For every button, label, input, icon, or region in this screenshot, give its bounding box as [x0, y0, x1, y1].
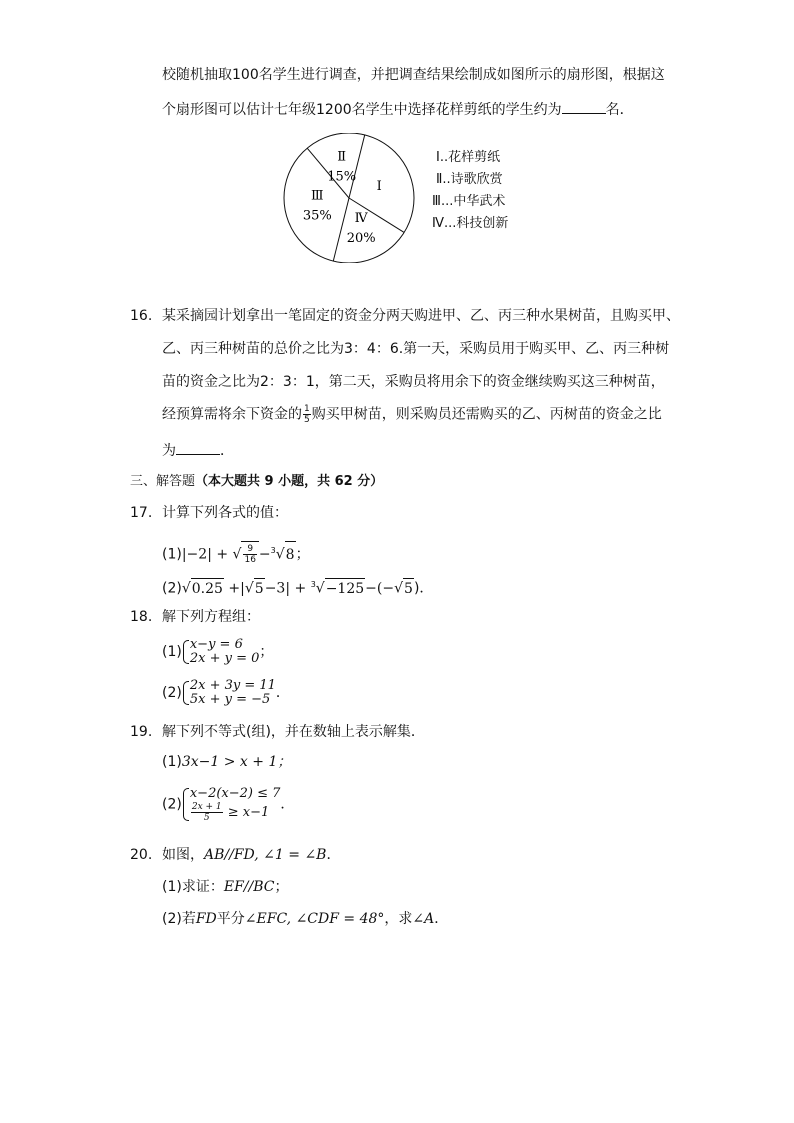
sqrt-sign: √ — [244, 580, 254, 597]
part-label: (1) — [162, 546, 182, 563]
equation: x−y = 6 — [189, 637, 243, 652]
math-text: ∠EFC, ∠CDF = 48° — [244, 911, 385, 927]
part-end: ． — [275, 685, 290, 701]
sqrt-body: 5 — [403, 578, 414, 599]
fraction-numerator: 1 — [304, 404, 310, 414]
fraction-numerator: 2x + 1 — [191, 802, 222, 812]
pie-slice-label: Ⅲ — [311, 188, 324, 204]
inequality: 3x−1 > x + 1； — [181, 754, 292, 770]
inequality — [190, 802, 281, 823]
pie-slice-label: Ⅱ — [337, 149, 347, 165]
pie-slice-boundary — [333, 198, 349, 261]
sqrt-sign: √ — [181, 580, 191, 597]
q15-text-end: 名． — [605, 102, 634, 118]
fraction — [243, 544, 256, 565]
math-text: −(− — [365, 580, 395, 597]
section-note: （本大题共 9 小题，共 62 分） — [195, 474, 384, 489]
section-title: 三、解答题 — [130, 474, 196, 489]
answer-blank — [176, 440, 220, 455]
q16-number: 16. — [130, 308, 153, 324]
equation: 2x + 3y = 11 — [189, 678, 276, 693]
part-end: ． — [280, 796, 295, 813]
legend-item-1: Ⅰ..花样剪纸 — [436, 150, 501, 165]
q16-line-4 — [162, 404, 662, 425]
math-text: FD — [195, 911, 217, 927]
equation: 5x + y = −5 — [189, 692, 271, 707]
q17-part-2 — [162, 575, 433, 599]
fraction-denominator: 5 — [203, 813, 210, 823]
q16-text: 经预算需将余下资金的 — [162, 406, 302, 423]
q15-line-1: 校随机抽取100名学生进行调查，并把调查结果绘制成如图所示的扇形图，根据这 — [162, 67, 665, 83]
pie-chart — [0, 133, 794, 263]
equation-system — [182, 679, 276, 707]
root-index: 3 — [270, 546, 276, 555]
part-label: (1) — [162, 644, 182, 660]
sqrt-sign: √ — [232, 546, 242, 563]
pie-slice-value: 15% — [327, 169, 357, 185]
sqrt-body: 8 — [285, 541, 296, 568]
q20-part-1 — [162, 877, 288, 897]
sqrt-sign: √ — [394, 580, 404, 597]
inequality: x−2(x−2) ≤ 7 — [189, 786, 281, 801]
math-text: − — [258, 546, 271, 563]
q20-number: 20. — [130, 847, 153, 863]
sqrt-sign: √ — [275, 546, 285, 563]
sqrt-body — [241, 541, 258, 568]
q17-stem: 计算下列各式的值： — [162, 505, 288, 521]
math-text: |−2| + — [181, 546, 233, 563]
pie-slice-value: 20% — [346, 231, 376, 247]
legend-item-2: Ⅱ..诗歌欣赏 — [436, 172, 503, 187]
pie-slice-boundary — [349, 135, 365, 198]
q16-line-2: 乙、丙三种树苗的总价之比为3：4：6.第一天，采购员用于购买甲、乙、丙三种树 — [162, 341, 670, 357]
q16-line-1: 某采摘园计划拿出一笔固定的资金分两天购进甲、乙、丙三种水果树苗，且购买甲、 — [162, 308, 680, 324]
part-end: )． — [413, 580, 434, 597]
q15-text: 个扇形图可以估计七年级1200名学生中选择花样剪纸的学生约为 — [162, 102, 562, 118]
q16-text: 为 — [162, 443, 176, 459]
sqrt-body: −125 — [325, 578, 365, 599]
q19-number: 19. — [130, 724, 153, 740]
sqrt-body: 0.25 — [191, 578, 224, 599]
fraction — [303, 404, 311, 425]
legend-item-3: Ⅲ...中华武术 — [432, 194, 506, 209]
part-end: ． — [434, 911, 449, 927]
q18-number: 18. — [130, 609, 153, 625]
equation: 2x + y = 0 — [189, 651, 260, 666]
q16-text-end: ． — [220, 443, 234, 459]
q20-text-end: ． — [326, 847, 341, 863]
q18-part-2 — [162, 677, 290, 709]
math-text: −3| + — [264, 580, 311, 597]
q20-text: 如图， — [162, 847, 204, 863]
math-text: +| — [223, 580, 245, 597]
q16-line-5 — [162, 440, 234, 461]
part-label: (2)若 — [162, 911, 196, 927]
inequality-rest: ≥ x−1 — [227, 805, 270, 820]
math-text: ∠A — [412, 911, 435, 927]
fraction-denominator: 16 — [244, 555, 256, 566]
part-text: 平分 — [216, 911, 245, 927]
answer-blank — [562, 99, 606, 114]
sqrt-body: 5 — [254, 578, 265, 599]
q16-text-end: 购买甲树苗，则采购员还需购买的乙、丙树苗的资金之比 — [311, 406, 662, 423]
q20-stem — [162, 845, 340, 865]
q16-line-3: 苗的资金之比为2：3：1，第二天，采购员将用余下的资金继续购买这三种树苗， — [162, 374, 665, 390]
q15-line-2 — [162, 99, 634, 120]
part-end: ； — [295, 546, 310, 563]
q19-part-2 — [162, 786, 294, 823]
q17-number: 17. — [130, 505, 153, 521]
fraction-numerator: 9 — [243, 544, 256, 555]
equation-system — [182, 638, 260, 666]
fraction-denominator: 5 — [304, 415, 310, 425]
part-text: ，求 — [384, 911, 413, 927]
q20-part-2 — [162, 909, 448, 929]
part-end: ； — [274, 879, 289, 895]
q18-part-1 — [162, 636, 273, 668]
inequality-system — [182, 786, 281, 823]
math-text: AB//FD, ∠1 = ∠B — [204, 847, 327, 863]
part-label: (1) — [162, 754, 182, 770]
part-label: (2) — [162, 796, 182, 813]
legend-item-4: Ⅳ...科技创新 — [432, 216, 509, 231]
part-end: ； — [259, 644, 274, 660]
q18-stem: 解下列方程组： — [162, 609, 260, 625]
part-label: (2) — [162, 685, 182, 701]
part-label: (2) — [162, 580, 182, 597]
math-text: EF//BC — [223, 879, 275, 895]
part-label: (1)求证： — [162, 879, 224, 895]
fraction — [191, 802, 223, 823]
pie-slice-value: 35% — [302, 208, 332, 224]
pie-slice-label: Ⅳ — [354, 211, 368, 227]
root-index: 3 — [310, 580, 316, 589]
q17-part-1 — [162, 538, 310, 568]
q19-stem: 解下列不等式(组)，并在数轴上表示解集． — [162, 724, 425, 740]
sqrt-sign: √ — [315, 580, 325, 597]
q19-part-1 — [162, 752, 291, 772]
pie-slice-label: Ⅰ — [376, 178, 382, 194]
section-heading — [130, 472, 383, 492]
